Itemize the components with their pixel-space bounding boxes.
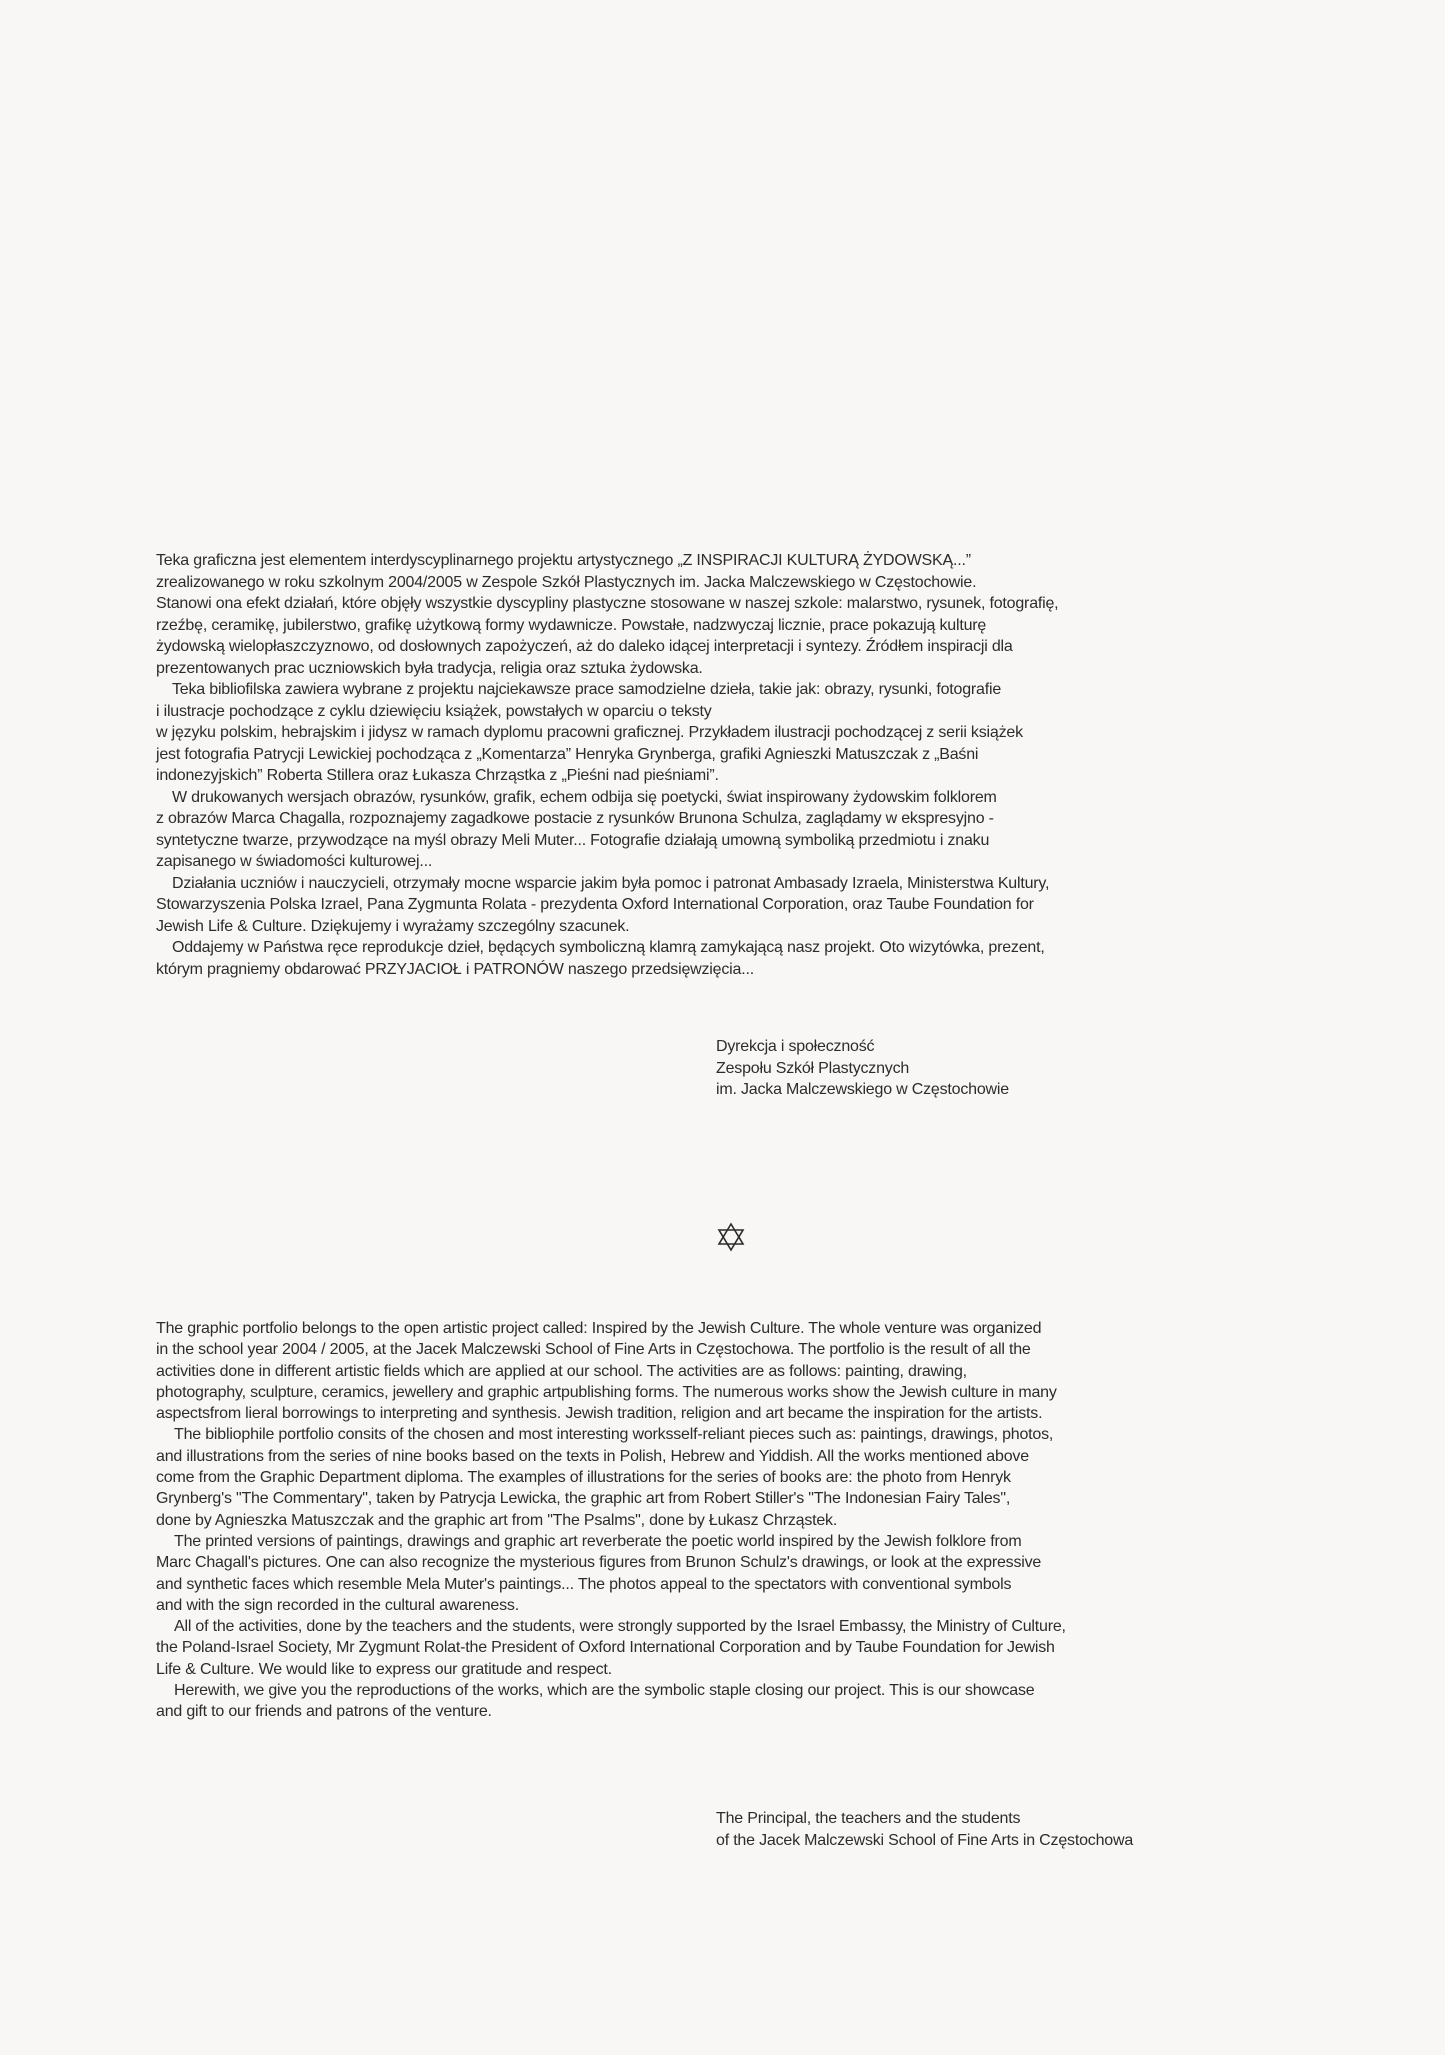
- polish-line: Stanowi ona efekt działań, które objęły wszystkie dyscypliny plastyczne stosowane w naszej szkole: malarstwo, rysunek, fotografię,: [156, 595, 1059, 612]
- english-line: done by Agnieszka Matuszczak and the graphic art from "The Psalms", done by Łukasz Chrząstek.: [156, 1511, 838, 1529]
- polish-line: Działania uczniów i nauczycieli, otrzymały mocne wsparcie jakim była pomoc i patronat Ambasady Izraela, Ministerstwa Kultury,: [172, 874, 1050, 892]
- english-line: and with the sign recorded in the cultural awareness.: [156, 1596, 519, 1614]
- polish-line: z obrazów Marca Chagalla, rozpoznajemy zagadkowe postacie z rysunków Brunona Schulza, zaglądamy w ekspresyjno -: [156, 810, 994, 827]
- english-line: activities done in different artistic fields which are applied at our school. The activities are as follows: painting, drawing,: [156, 1362, 967, 1380]
- polish-line: zrealizowanego w roku szkolnym 2004/2005 w Zespole Szkół Plastycznych im. Jacka Malczewskiego w Częstochowie.: [156, 573, 977, 591]
- polish-line: Stowarzyszenia Polska Izrael, Pana Zygmunta Rolata - prezydenta Oxford International Corporation, oraz Taube Foundation for: [156, 896, 1034, 913]
- polish-line: i ilustracje pochodzące z cyklu dziewięciu książek, powstałych w oparciu o teksty: [156, 702, 712, 720]
- english-line: and illustrations from the series of nine books based on the texts in Polish, Hebrew and Yiddish. All the works mentioned above: [156, 1447, 1029, 1465]
- signature-line: The Principal, the teachers and the students: [716, 1810, 1021, 1827]
- polish-line: prezentowanych prac uczniowskich była tradycja, religia oraz sztuka żydowska.: [156, 659, 703, 677]
- english-line: Life & Culture. We would like to express our gratitude and respect.: [156, 1660, 612, 1678]
- english-line: come from the Graphic Department diploma. The examples of illustrations for the series of books are: the photo from Henryk: [156, 1469, 1011, 1487]
- polish-line: Jewish Life & Culture. Dziękujemy i wyrażamy szczególny szacunek.: [156, 917, 630, 935]
- english-line: The graphic portfolio belongs to the open artistic project called: Inspired by the Jewish Culture. The whole venture was organized: [156, 1320, 1042, 1337]
- english-line: Marc Chagall's pictures. One can also recognize the mysterious figures from Brunon Schulz's drawings, or look at the expressive: [156, 1554, 1042, 1572]
- signature-line: im. Jacka Malczewskiego w Częstochowie: [716, 1081, 1009, 1098]
- polish-signature: [716, 1036, 1136, 1101]
- polish-line: Oddajemy w Państwa ręce reprodukcje dzieł, będących symboliczną klamrą zamykającą nasz projekt. Oto wizytówka, prezent,: [172, 939, 1045, 956]
- english-line: All of the activities, done by the teachers and the students, were strongly supported by the Israel Embassy, the Ministry of Culture,: [174, 1618, 1066, 1636]
- polish-line: rzeźbę, ceramikę, jubilerstwo, grafikę użytkową formy wydawnicze. Powstałe, nadzwyczaj licznie, prace pokazują kulturę: [156, 616, 987, 634]
- signature-line: Dyrekcja i społeczność: [716, 1038, 875, 1055]
- english-line: The bibliophile portfolio consits of the chosen and most interesting worksself-reliant pieces such as: paintings, drawings, photos,: [174, 1426, 1054, 1444]
- polish-line: w języku polskim, hebrajskim i jidysz w ramach dyplomu pracowni graficznej. Przykładem ilustracji pochodzącej z serii książek: [156, 724, 1023, 741]
- polish-line: Teka graficzna jest elementem interdyscyplinarnego projektu artystycznego „Z INSPIRACJI KULTURĄ ŻYDOWSKĄ...”: [156, 552, 971, 569]
- polish-introduction: [156, 550, 1276, 980]
- english-line: and gift to our friends and patrons of the venture.: [156, 1703, 492, 1721]
- signature-line: of the Jacek Malczewski School of Fine Arts in Częstochowa: [716, 1832, 1134, 1849]
- english-signature: [716, 1808, 1236, 1852]
- polish-line: zapisanego w świadomości kulturowej...: [156, 853, 433, 870]
- polish-line: jest fotografia Patrycji Lewickiej pochodząca z „Komentarza” Henryka Grynberga, grafiki Agnieszki Matuszczak z „Baśni: [156, 745, 979, 763]
- star-of-david-icon: [716, 1222, 746, 1252]
- english-line: The printed versions of paintings, drawings and graphic art reverberate the poetic world inspired by the Jewish folklore from: [174, 1532, 1022, 1550]
- english-line: the Poland-Israel Society, Mr Zygmunt Rolat-the President of Oxford International Corporation and by Taube Foundation for Jewish: [156, 1639, 1055, 1657]
- polish-line: syntetyczne twarze, przywodzące na myśl obrazy Meli Muter... Fotografie działają umowną symboliką przedmiotu i znaku: [156, 831, 990, 849]
- english-line: in the school year 2004 / 2005, at the Jacek Malczewski School of Fine Arts in Częstochowa. The portfolio is the result of all the: [156, 1341, 1031, 1359]
- polish-line: Teka bibliofilska zawiera wybrane z projektu najciekawsze prace samodzielne dzieła, takie jak: obrazy, rysunki, fotografie: [172, 681, 1002, 698]
- polish-line: którym pragniemy obdarować PRZYJACIOŁ i PATRONÓW naszego przedsięwzięcia...: [156, 960, 754, 978]
- english-line: Herewith, we give you the reproductions of the works, which are the symbolic staple closing our project. This is our showcase: [174, 1682, 1035, 1700]
- english-introduction: [156, 1318, 1296, 1723]
- english-line: and synthetic faces which resemble Mela Muter's paintings... The photos appeal to the spectators with conventional symbols: [156, 1575, 1012, 1593]
- english-line: Grynberg's "The Commentary", taken by Patrycja Lewicka, the graphic art from Robert Stiller's "The Indonesian Fairy Tales",: [156, 1490, 1011, 1508]
- english-line: photography, sculpture, ceramics, jewellery and graphic artpublishing forms. The numerous works show the Jewish culture in many: [156, 1383, 1057, 1401]
- polish-line: indonezyjskich” Roberta Stillera oraz Łukasza Chrząstka z „Pieśni nad pieśniami”.: [156, 767, 719, 784]
- polish-line: żydowską wielopłaszczyznowo, od dosłownych zapożyczeń, aż do daleko idącej interpretacji i syntezy. Źródłem inspiracji dla: [156, 638, 1013, 655]
- english-line: aspectsfrom lieral borrowings to interpreting and synthesis. Jewish tradition, religion and art became the inspiration for the artists.: [156, 1405, 1043, 1423]
- signature-line: Zespołu Szkół Plastycznych: [716, 1059, 910, 1077]
- polish-line: W drukowanych wersjach obrazów, rysunków, grafik, echem odbija się poetycki, świat inspirowany żydowskim folklorem: [172, 788, 997, 806]
